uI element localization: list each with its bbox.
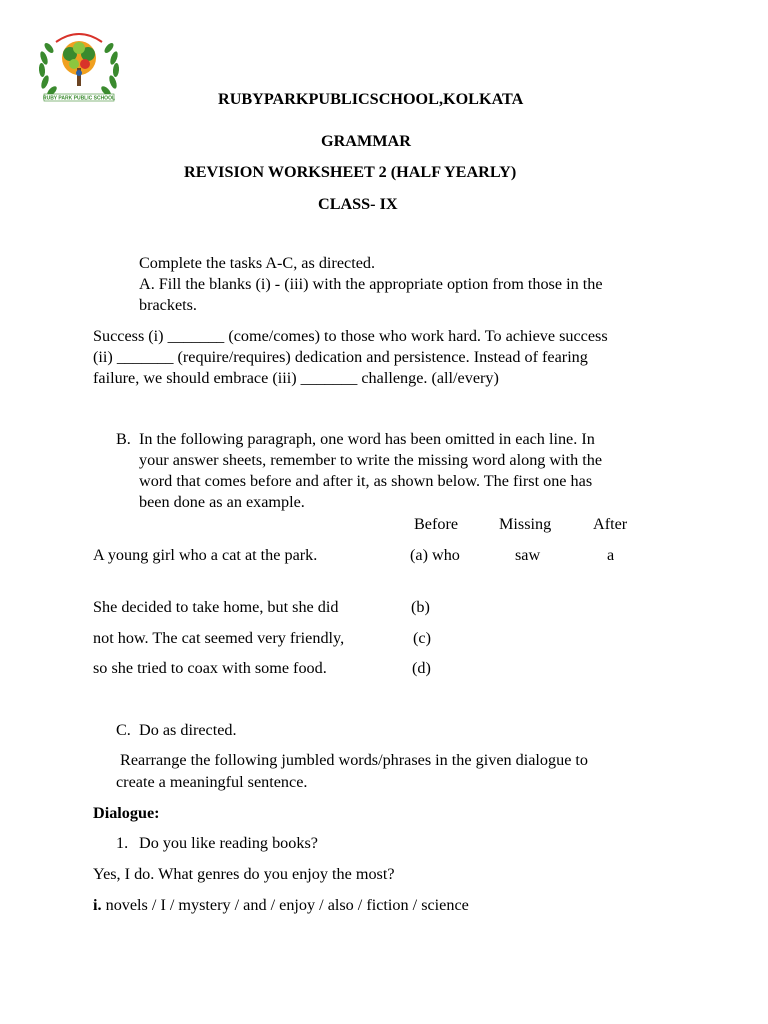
laurel-left-icon: [38, 41, 58, 97]
intro-text: Complete the tasks A-C, as directed.: [139, 254, 376, 272]
column-header-missing: Missing: [499, 515, 552, 533]
dialogue-reply: Yes, I do. What genres do you enjoy the most?: [93, 865, 395, 883]
section-c-instruction-cont: create a meaningful sentence.: [116, 773, 308, 791]
section-b-instruction: word that comes before and after it, as shown below. The first one has: [139, 472, 593, 490]
school-name: RUBYPARKPUBLICSCHOOL,KOLKATA: [218, 90, 524, 108]
example-missing: saw: [515, 546, 541, 564]
section-a-passage-line: Success (i) _______ (come/comes) to those who work hard. To achieve success: [93, 327, 608, 345]
worksheet-title: REVISION WORKSHEET 2 (HALF YEARLY): [184, 163, 517, 181]
tree-icon: [62, 41, 96, 86]
logo-arc-text-icon: [56, 34, 102, 42]
section-c-instruction: Rearrange the following jumbled words/phrases in the given dialogue to: [116, 751, 589, 769]
answer-label: (c): [413, 629, 431, 647]
section-a-passage-line: (ii) _______ (require/requires) dedication and persistence. Instead of fearing: [93, 348, 588, 366]
logo-text: RUBY PARK PUBLIC SCHOOL: [42, 95, 116, 102]
school-logo: [34, 28, 124, 104]
laurel-right-icon: [100, 41, 120, 97]
subject-title: GRAMMAR: [321, 132, 411, 150]
example-after: a: [607, 546, 615, 564]
paragraph-line: so she tried to coax with some food.: [93, 659, 327, 677]
section-a-instruction: A. Fill the blanks (i) - (iii) with the appropriate option from those in the: [139, 275, 603, 293]
section-a-passage-line: failure, we should embrace (iii) _______ challenge. (all/every): [93, 369, 499, 387]
column-header-before: Before: [414, 515, 459, 533]
example-before: (a) who: [410, 546, 460, 564]
class-title: CLASS- IX: [318, 195, 398, 213]
question-text: Do you like reading books?: [139, 834, 318, 852]
answer-label: (b): [411, 598, 430, 616]
answer-label: (d): [412, 659, 431, 677]
section-b-instruction: In the following paragraph, one word has been omitted in each line. In: [139, 430, 595, 448]
item-label: i.: [93, 896, 102, 914]
section-b-marker: B.: [116, 430, 131, 448]
section-c-title: Do as directed.: [139, 721, 237, 739]
example-line: A young girl who a cat at the park.: [93, 546, 318, 564]
section-b-instruction: been done as an example.: [139, 493, 305, 511]
section-a-instruction-cont: brackets.: [139, 296, 197, 314]
paragraph-line: not how. The cat seemed very friendly,: [93, 629, 345, 647]
item-text: novels / I / mystery / and / enjoy / also / fiction / science: [101, 896, 469, 914]
paragraph-line: She decided to take home, but she did: [93, 598, 339, 616]
column-header-after: After: [593, 515, 628, 533]
dialogue-label: Dialogue:: [93, 804, 160, 822]
jumbled-item: [93, 895, 469, 916]
section-b-instruction: your answer sheets, remember to write the missing word along with the: [139, 451, 603, 469]
question-number: 1.: [116, 834, 129, 852]
section-c-marker: C.: [116, 721, 131, 739]
